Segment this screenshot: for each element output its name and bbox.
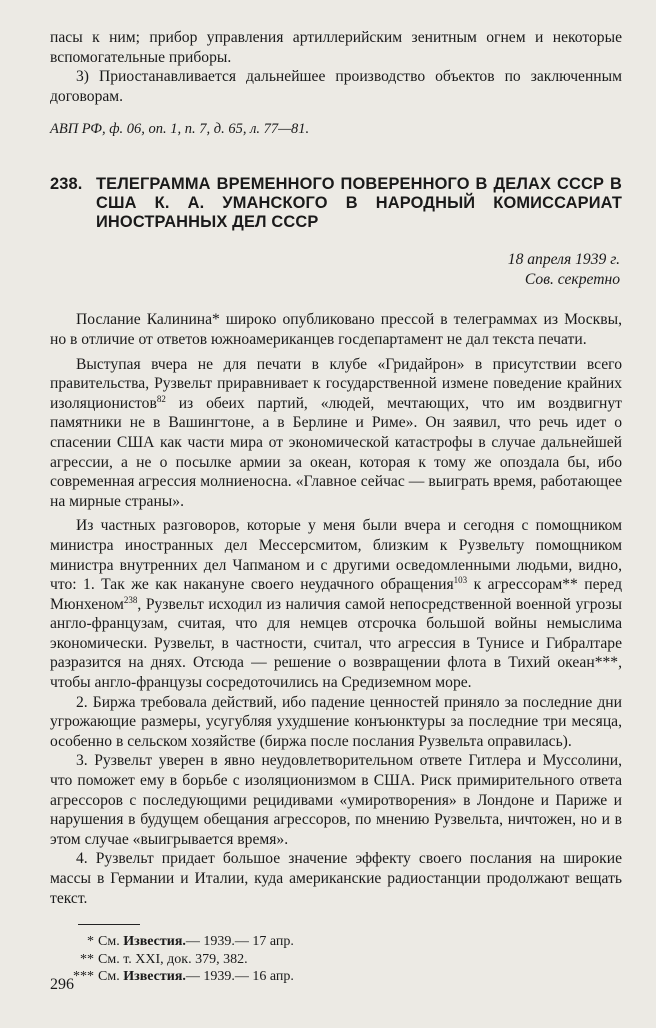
document-title: ТЕЛЕГРАММА ВРЕМЕННОГО ПОВЕРЕННОГО В ДЕЛАХ СССР В США К. А. УМАНСКОГО В НАРОДНЫЙ КОМИССАРИАТ ИНОСТРАННЫХ ДЕЛ СССР bbox=[96, 175, 622, 232]
footnote-text-end: — 1939.— 16 апр. bbox=[185, 969, 294, 985]
footnote-text: См. т. XXI, док. 379, 382. bbox=[98, 951, 248, 967]
footnotes bbox=[50, 933, 622, 986]
paragraph-6: 4. Рузвельт придает большое значение эффекту своего послания на широкие массы в Германии и Италии, куда американские радиостанции продолжают вещать текст. bbox=[50, 850, 622, 907]
paragraph-3 bbox=[50, 516, 622, 692]
paragraph-1: Послание Калинина* широко опубликовано прессой в телеграммах из Москвы, но в отличие от ответов южноамериканцев госдепартамент не дал текста печати. bbox=[50, 311, 622, 348]
footnote-text: См. bbox=[98, 934, 124, 950]
paragraph-2-text-b: из обеих партий, «людей, мечтающих, что им воздвигнут памятники не в Вашингтоне, а в Берлине и Риме». Он заявил, что речь идет о спасении США как части мира от экономической катастрофы в случае дальнейшей агрессии, а не о посылке армии за океан, которая к тому же опоздала бы, ибо современная агрессия молниеносна. «Главное сейчас — выиграть время, работающее на мирные страны». bbox=[50, 394, 622, 510]
paragraph-2 bbox=[50, 355, 622, 512]
paragraph-2-text-a: Выступая вчера не для печати в клубе «Гридайрон» в присутствии всего правительства, Рузвельт приравнивает к государственной измене поведение крайних изоляционистов bbox=[50, 355, 622, 412]
footnote-source-bold: Известия. bbox=[123, 969, 186, 985]
paragraph-4: 2. Биржа требовала действий, ибо падение ценностей приняло за последние дни угрожающие размеры, усугубляя ухудшение конъюнктуры за последние три месяца, особенно в сельском хозяйстве (биржа после послания Рузвельта оправилась). bbox=[50, 693, 622, 750]
footnote-text: См. bbox=[98, 969, 124, 985]
endnote-ref-238: 238 bbox=[123, 594, 138, 605]
paragraph-3-text-b: к агрессорам** перед Мюнхеном bbox=[50, 576, 623, 613]
footnote-1 bbox=[50, 933, 622, 951]
paragraph-3-text-a: Из частных разговоров, которые у меня были вчера и сегодня с помощником министра иностранных дел Мессерсмитом, близким к Рузвельту помощником министра внутренних дел Чапманом и с другими осведомленными людьми, видно, что: 1. Так же как накануне своего неудачного обращения bbox=[50, 517, 622, 594]
footnote-mark: * bbox=[87, 934, 94, 950]
date-block bbox=[50, 250, 622, 290]
footnote-text-end: — 1939.— 17 апр. bbox=[185, 934, 294, 950]
endnote-ref-82: 82 bbox=[156, 393, 166, 404]
document-date: 18 апреля 1939 г. bbox=[507, 251, 620, 269]
footnote-3 bbox=[50, 968, 622, 986]
paragraph-3-text-c: , Рузвельт исходил из наличия самой непосредственной военной угрозы англо-французам, считая, что для немцев отсрочка большой войны немыслима экономически. Рузвельт, в частности, считал, что агрессия в Тунисе и Гибралтаре разразится на днях. Отсюда — решение о возвращении флота в Тихий океан***, чтобы англо-французы сосредоточились на Средиземном море. bbox=[50, 595, 622, 692]
document-heading bbox=[50, 175, 622, 232]
paragraph-item-3: 3) Приостанавливается дальнейшее производство объектов по заключенным договорам. bbox=[50, 68, 622, 105]
document-number: 238. bbox=[50, 175, 83, 194]
archive-source: АВП РФ, ф. 06, оп. 1, п. 7, д. 65, л. 77—81. bbox=[50, 121, 310, 138]
page-number: 296 bbox=[50, 976, 74, 993]
paragraph-5: 3. Рузвельт уверен в явно неудовлетворительном ответе Гитлера и Муссолини, что поможет ему в борьбе с изоляционизмом в США. Риск примирительного ответа агрессоров с последующими рецидивами «умиротворения» в Лондоне и Париже и нарушения в будущем обещания агрессоров, по мнению Рузвельта, ничтожен, но и в этом случае «выигрывается время». bbox=[50, 752, 622, 848]
endnote-ref-103: 103 bbox=[453, 574, 468, 585]
footnote-2 bbox=[50, 951, 622, 969]
classification-mark: Сов. секретно bbox=[524, 271, 620, 289]
footnote-mark: *** bbox=[73, 969, 94, 985]
footnote-source-bold: Известия. bbox=[123, 934, 186, 950]
footnote-mark: ** bbox=[80, 951, 94, 967]
continued-paragraph: пасы к ним; прибор управления артиллерийским зенитным огнем и некоторые вспомогательные приборы. bbox=[50, 29, 622, 66]
footnote-divider bbox=[78, 924, 140, 925]
